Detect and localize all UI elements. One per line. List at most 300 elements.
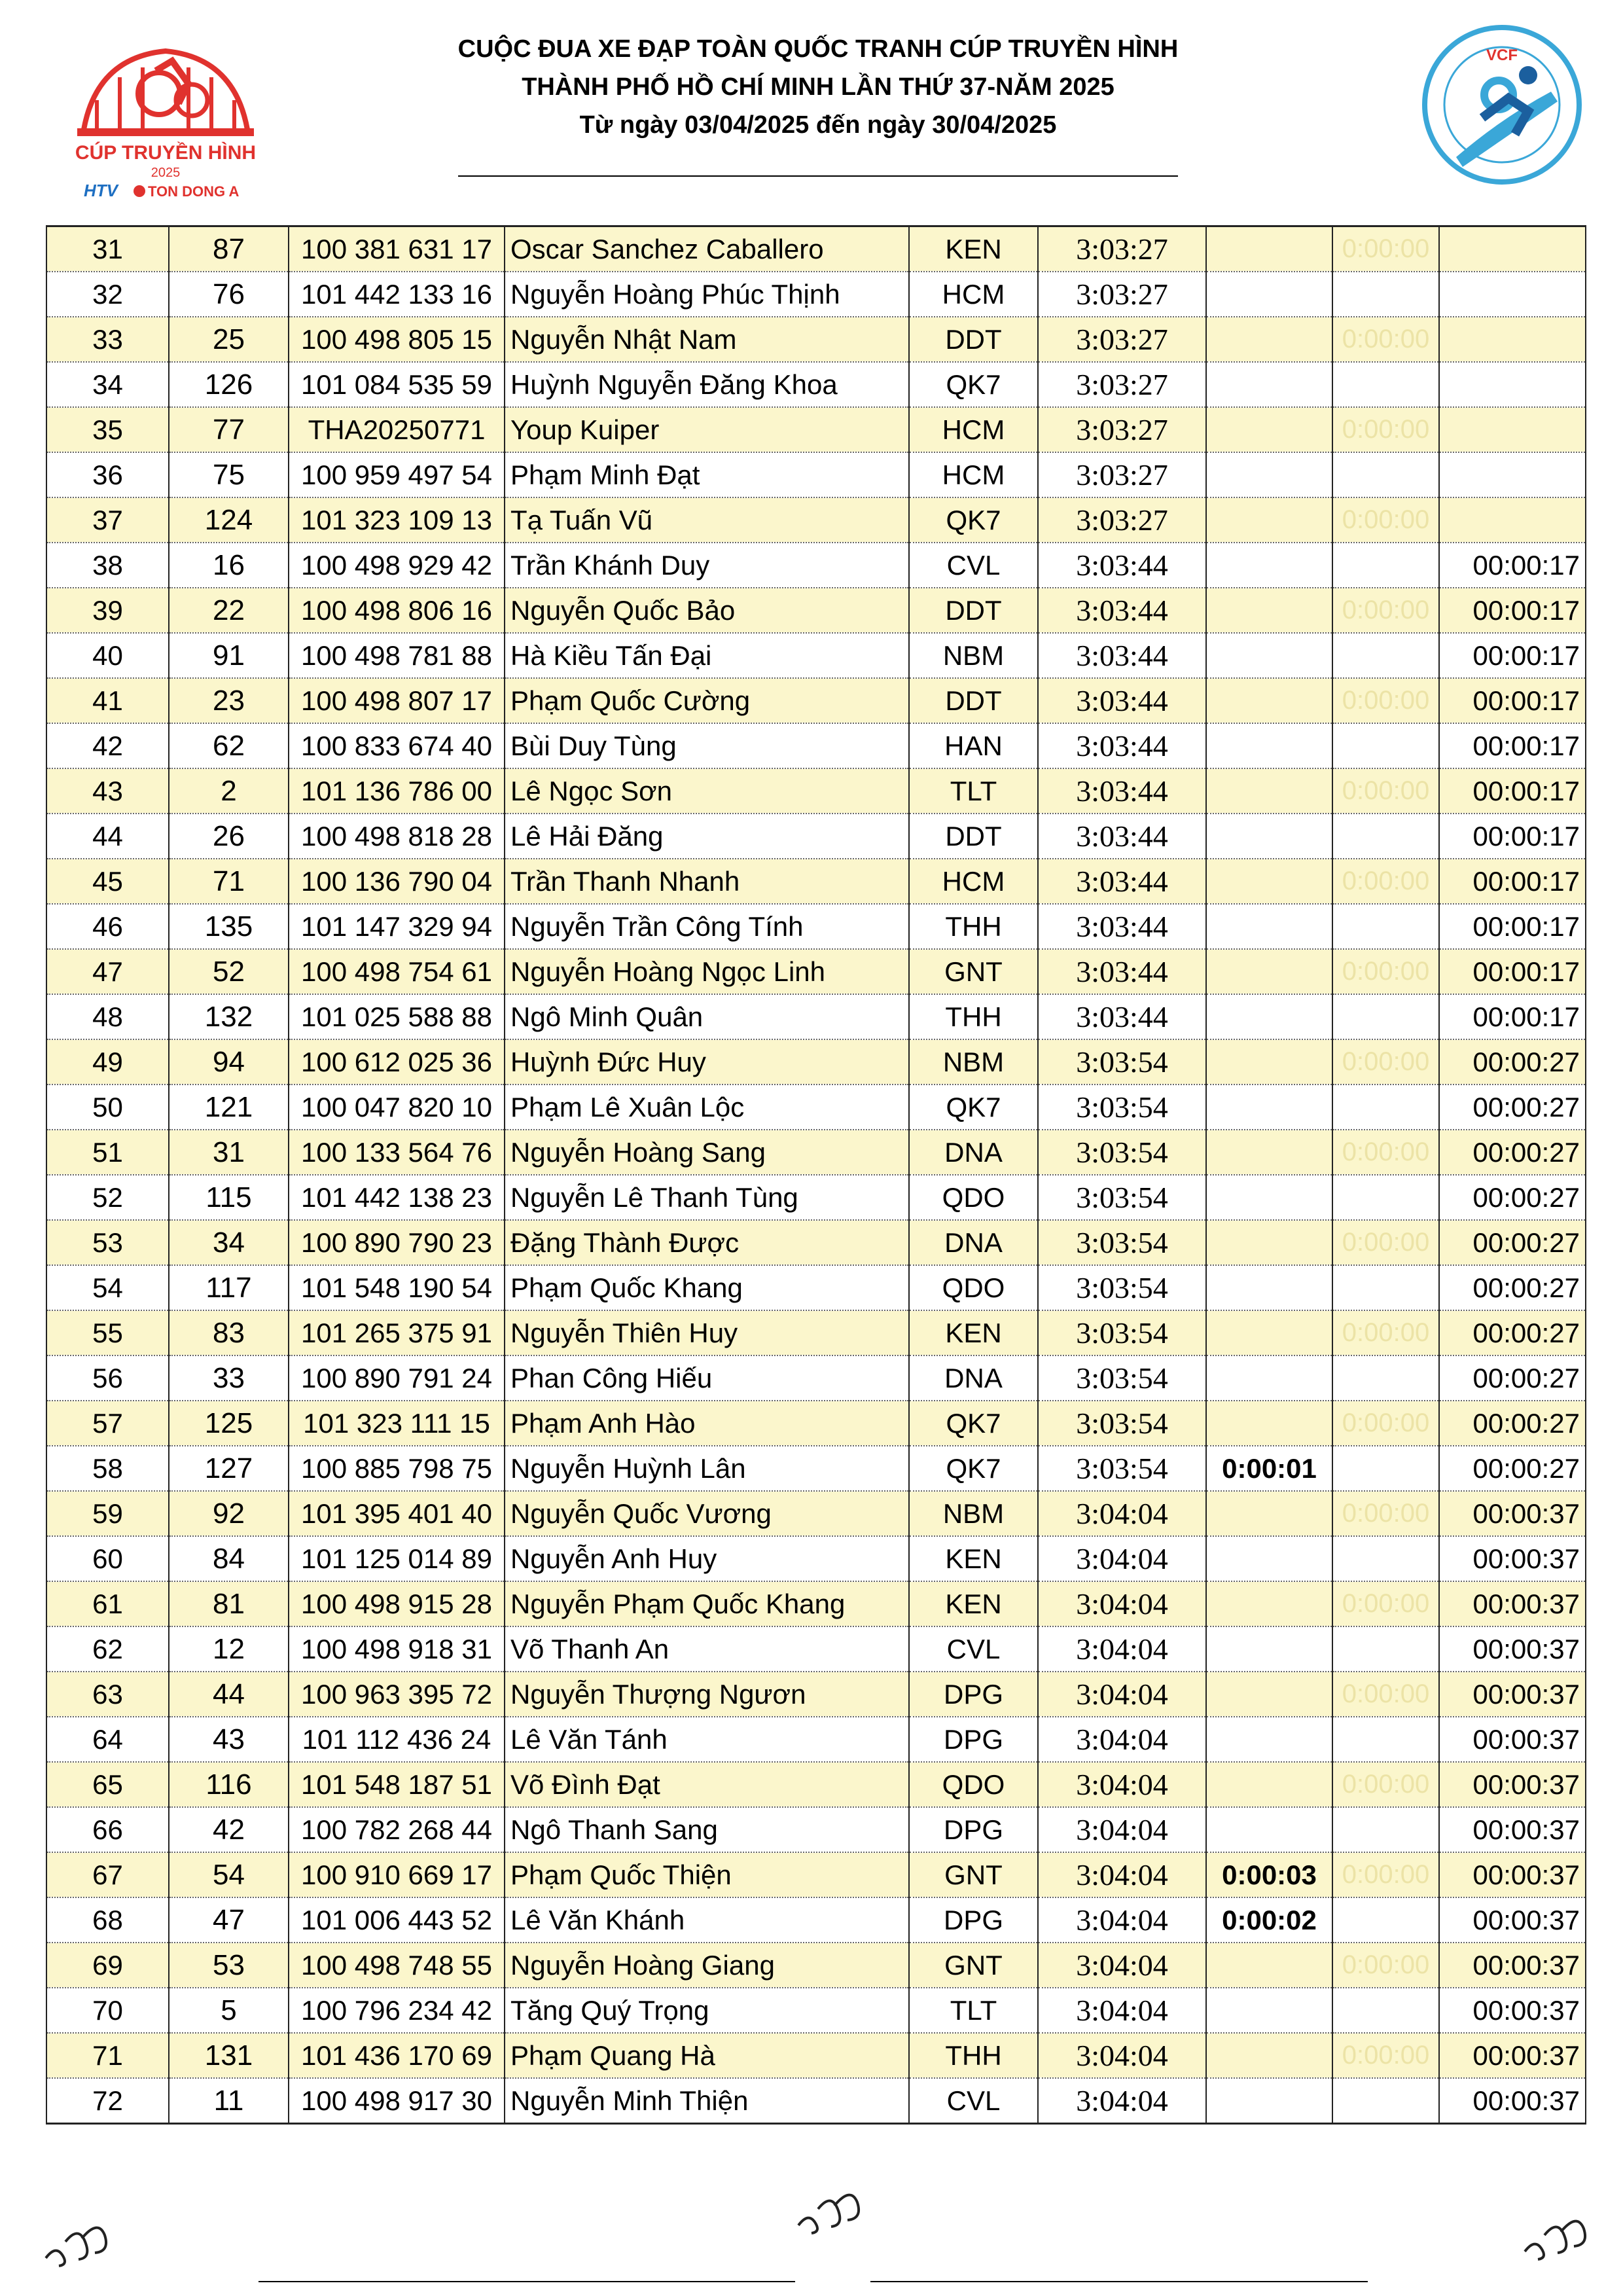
rider-name-cell: Phạm Quốc Khang (505, 1265, 909, 1310)
table-row (46, 1897, 1586, 1943)
penalty-cell (1332, 362, 1439, 407)
uci-id-cell: 100 498 929 42 (289, 543, 505, 588)
gap-cell: 00:00:27 (1439, 1175, 1586, 1220)
penalty-cell (1332, 814, 1439, 859)
bonus-cell (1206, 1310, 1332, 1355)
table-row (46, 1581, 1586, 1626)
rider-name-cell: Nguyễn Minh Thiện (505, 2078, 909, 2124)
gap-cell (1439, 317, 1586, 362)
rider-name-cell: Đặng Thành Được (505, 1220, 909, 1265)
table-row (46, 1039, 1586, 1085)
rank-cell: 69 (46, 1943, 169, 1988)
rank-cell: 33 (46, 317, 169, 362)
bonus-cell (1206, 1220, 1332, 1265)
team-cell: THH (909, 2033, 1038, 2078)
penalty-cell (1332, 723, 1439, 768)
bonus-cell (1206, 588, 1332, 633)
team-cell: QDO (909, 1175, 1038, 1220)
table-row (46, 814, 1586, 859)
team-cell: KEN (909, 1310, 1038, 1355)
gap-cell: 00:00:17 (1439, 904, 1586, 949)
rider-name-cell: Nguyễn Hoàng Phúc Thịnh (505, 272, 909, 317)
penalty-cell (1332, 904, 1439, 949)
time-cell: 3:03:54 (1038, 1085, 1206, 1130)
uci-id-cell: 100 498 806 16 (289, 588, 505, 633)
rank-cell: 71 (46, 2033, 169, 2078)
time-cell: 3:03:54 (1038, 1265, 1206, 1310)
bonus-cell (1206, 1175, 1332, 1220)
rider-name-cell: Phạm Anh Hào (505, 1401, 909, 1446)
time-cell: 3:04:04 (1038, 1491, 1206, 1536)
team-cell: CVL (909, 2078, 1038, 2124)
bib-cell: 23 (169, 678, 289, 723)
time-cell: 3:03:27 (1038, 362, 1206, 407)
table-row (46, 1717, 1586, 1762)
team-cell: DPG (909, 1717, 1038, 1762)
rider-name-cell: Phạm Lê Xuân Lộc (505, 1085, 909, 1130)
rank-cell: 51 (46, 1130, 169, 1175)
bonus-cell (1206, 272, 1332, 317)
time-cell: 3:03:27 (1038, 317, 1206, 362)
rank-cell: 45 (46, 859, 169, 904)
bonus-cell (1206, 1491, 1332, 1536)
table-row (46, 1401, 1586, 1446)
uci-id-cell: 100 498 917 30 (289, 2078, 505, 2124)
bib-cell: 94 (169, 1039, 289, 1085)
table-row (46, 407, 1586, 452)
gap-cell (1439, 497, 1586, 543)
table-row (46, 1672, 1586, 1717)
bib-cell: 131 (169, 2033, 289, 2078)
penalty-cell (1332, 1265, 1439, 1310)
bonus-cell (1206, 1943, 1332, 1988)
rider-name-cell: Lê Hải Đăng (505, 814, 909, 859)
penalty-cell: 0:00:00 (1332, 1762, 1439, 1807)
rider-name-cell: Lê Văn Tánh (505, 1717, 909, 1762)
gap-cell: 00:00:37 (1439, 2078, 1586, 2124)
rank-cell: 52 (46, 1175, 169, 1220)
rider-name-cell: Tăng Quý Trọng (505, 1988, 909, 2033)
bonus-cell (1206, 1717, 1332, 1762)
uci-id-cell: 100 890 790 23 (289, 1220, 505, 1265)
gap-cell: 00:00:17 (1439, 859, 1586, 904)
bib-cell: 83 (169, 1310, 289, 1355)
cup-truyen-hinh-logo (58, 31, 274, 202)
uci-id-cell: 100 963 395 72 (289, 1672, 505, 1717)
uci-id-cell: 101 084 535 59 (289, 362, 505, 407)
team-cell: HCM (909, 272, 1038, 317)
uci-id-cell: 100 910 669 17 (289, 1852, 505, 1897)
bonus-cell (1206, 1762, 1332, 1807)
results-body (46, 226, 1586, 2124)
rank-cell: 62 (46, 1626, 169, 1672)
uci-id-cell: 101 436 170 69 (289, 2033, 505, 2078)
signature-mark-left (39, 2212, 111, 2271)
rider-name-cell: Lê Văn Khánh (505, 1897, 909, 1943)
date-line: Từ ngày 03/04/2025 đến ngày 30/04/2025 (579, 111, 1057, 139)
bib-cell: 42 (169, 1807, 289, 1852)
penalty-cell (1332, 1085, 1439, 1130)
team-cell: TLT (909, 768, 1038, 814)
team-cell: DDT (909, 678, 1038, 723)
team-cell: QK7 (909, 1446, 1038, 1491)
rank-cell: 46 (46, 904, 169, 949)
table-row (46, 723, 1586, 768)
bonus-cell (1206, 1355, 1332, 1401)
bonus-cell (1206, 543, 1332, 588)
bib-cell: 126 (169, 362, 289, 407)
bonus-cell: 0:00:02 (1206, 1897, 1332, 1943)
rank-cell: 64 (46, 1717, 169, 1762)
rider-name-cell: Lê Ngọc Sơn (505, 768, 909, 814)
table-row (46, 1852, 1586, 1897)
bib-cell: 47 (169, 1897, 289, 1943)
bib-cell: 125 (169, 1401, 289, 1446)
uci-id-cell: 100 498 748 55 (289, 1943, 505, 1988)
time-cell: 3:03:27 (1038, 407, 1206, 452)
bib-cell: 132 (169, 994, 289, 1039)
bib-cell: 2 (169, 768, 289, 814)
time-cell: 3:03:54 (1038, 1175, 1206, 1220)
bib-cell: 115 (169, 1175, 289, 1220)
team-cell: NBM (909, 633, 1038, 678)
uci-id-cell: 101 323 109 13 (289, 497, 505, 543)
bib-cell: 31 (169, 1130, 289, 1175)
rider-name-cell: Nguyễn Anh Huy (505, 1536, 909, 1581)
rider-name-cell: Nguyễn Quốc Vương (505, 1491, 909, 1536)
bib-cell: 117 (169, 1265, 289, 1310)
penalty-cell: 0:00:00 (1332, 1491, 1439, 1536)
bonus-cell (1206, 1085, 1332, 1130)
team-cell: HCM (909, 859, 1038, 904)
team-cell: DNA (909, 1220, 1038, 1265)
bonus-cell (1206, 1265, 1332, 1310)
bib-cell: 75 (169, 452, 289, 497)
bonus-cell (1206, 1672, 1332, 1717)
bib-cell: 92 (169, 1491, 289, 1536)
penalty-cell: 0:00:00 (1332, 497, 1439, 543)
bonus-cell (1206, 317, 1332, 362)
penalty-cell: 0:00:00 (1332, 1672, 1439, 1717)
rider-name-cell: Nguyễn Thượng Ngươn (505, 1672, 909, 1717)
bib-cell: 11 (169, 2078, 289, 2124)
rank-cell: 32 (46, 272, 169, 317)
rank-cell: 31 (46, 226, 169, 272)
penalty-cell: 0:00:00 (1332, 1039, 1439, 1085)
time-cell: 3:03:44 (1038, 814, 1206, 859)
team-cell: DPG (909, 1807, 1038, 1852)
table-row (46, 1807, 1586, 1852)
rank-cell: 70 (46, 1988, 169, 2033)
penalty-cell (1332, 1355, 1439, 1401)
bib-cell: 76 (169, 272, 289, 317)
table-row (46, 904, 1586, 949)
penalty-cell: 0:00:00 (1332, 1220, 1439, 1265)
rider-name-cell: Huỳnh Nguyễn Đăng Khoa (505, 362, 909, 407)
gap-cell: 00:00:27 (1439, 1130, 1586, 1175)
time-cell: 3:04:04 (1038, 1581, 1206, 1626)
time-cell: 3:04:04 (1038, 1762, 1206, 1807)
penalty-cell (1332, 2078, 1439, 2124)
uci-id-cell: 100 885 798 75 (289, 1446, 505, 1491)
penalty-cell (1332, 452, 1439, 497)
gap-cell (1439, 407, 1586, 452)
rider-name-cell: Võ Đình Đạt (505, 1762, 909, 1807)
bonus-cell (1206, 994, 1332, 1039)
rider-name-cell: Nguyễn Quốc Bảo (505, 588, 909, 633)
penalty-cell (1332, 1897, 1439, 1943)
bonus-cell (1206, 1130, 1332, 1175)
table-row (46, 1446, 1586, 1491)
uci-id-cell: 100 133 564 76 (289, 1130, 505, 1175)
gap-cell: 00:00:37 (1439, 1762, 1586, 1807)
rank-cell: 60 (46, 1536, 169, 1581)
rider-name-cell: Phạm Minh Đạt (505, 452, 909, 497)
gap-cell: 00:00:17 (1439, 588, 1586, 633)
team-cell: KEN (909, 1581, 1038, 1626)
penalty-cell: 0:00:00 (1332, 2033, 1439, 2078)
uci-id-cell: 100 612 025 36 (289, 1039, 505, 1085)
time-cell: 3:04:04 (1038, 1717, 1206, 1762)
bonus-cell (1206, 1401, 1332, 1446)
rider-name-cell: Nguyễn Huỳnh Lân (505, 1446, 909, 1491)
bib-cell: 127 (169, 1446, 289, 1491)
bonus-cell (1206, 859, 1332, 904)
uci-id-cell: 100 498 915 28 (289, 1581, 505, 1626)
rider-name-cell: Nguyễn Nhật Nam (505, 317, 909, 362)
team-cell: DPG (909, 1672, 1038, 1717)
bib-cell: 124 (169, 497, 289, 543)
table-row (46, 226, 1586, 272)
bonus-cell (1206, 1581, 1332, 1626)
gap-cell: 00:00:37 (1439, 1943, 1586, 1988)
gap-cell (1439, 452, 1586, 497)
table-row (46, 1265, 1586, 1310)
team-cell: HCM (909, 407, 1038, 452)
rank-cell: 66 (46, 1807, 169, 1852)
bonus-cell (1206, 362, 1332, 407)
svg-text:CÚP TRUYỀN HÌNH: CÚP TRUYỀN HÌNH (75, 142, 257, 164)
team-cell: THH (909, 994, 1038, 1039)
gap-cell (1439, 362, 1586, 407)
team-cell: GNT (909, 1943, 1038, 1988)
uci-id-cell: 101 548 190 54 (289, 1265, 505, 1310)
gap-cell: 00:00:27 (1439, 1265, 1586, 1310)
uci-id-cell: 101 395 401 40 (289, 1491, 505, 1536)
svg-text:TON DONG A: TON DONG A (148, 183, 240, 200)
team-cell: GNT (909, 949, 1038, 994)
time-cell: 3:03:44 (1038, 904, 1206, 949)
bonus-cell (1206, 226, 1332, 272)
bib-cell: 16 (169, 543, 289, 588)
penalty-cell: 0:00:00 (1332, 407, 1439, 452)
gap-cell: 00:00:37 (1439, 2033, 1586, 2078)
table-row (46, 1355, 1586, 1401)
bib-cell: 91 (169, 633, 289, 678)
bonus-cell (1206, 2033, 1332, 2078)
time-cell: 3:04:04 (1038, 1672, 1206, 1717)
rank-cell: 39 (46, 588, 169, 633)
penalty-cell (1332, 1175, 1439, 1220)
time-cell: 3:03:54 (1038, 1039, 1206, 1085)
gap-cell: 00:00:37 (1439, 1717, 1586, 1762)
rank-cell: 42 (46, 723, 169, 768)
gap-cell (1439, 272, 1586, 317)
team-cell: KEN (909, 1536, 1038, 1581)
gap-cell: 00:00:37 (1439, 1581, 1586, 1626)
table-row (46, 2078, 1586, 2124)
penalty-cell: 0:00:00 (1332, 1310, 1439, 1355)
time-cell: 3:03:27 (1038, 497, 1206, 543)
uci-id-cell: 101 548 187 51 (289, 1762, 505, 1807)
uci-id-cell: THA20250771 (289, 407, 505, 452)
signature-mark-right (1518, 2206, 1590, 2265)
team-cell: HCM (909, 452, 1038, 497)
bib-cell: 5 (169, 1988, 289, 2033)
team-cell: QDO (909, 1265, 1038, 1310)
uci-id-cell: 100 136 790 04 (289, 859, 505, 904)
rider-name-cell: Ngô Minh Quân (505, 994, 909, 1039)
gap-cell: 00:00:27 (1439, 1401, 1586, 1446)
team-cell: DPG (909, 1897, 1038, 1943)
signature-line-right (870, 2281, 1368, 2282)
bib-cell: 71 (169, 859, 289, 904)
table-row (46, 317, 1586, 362)
rider-name-cell: Nguyễn Trần Công Tính (505, 904, 909, 949)
bonus-cell: 0:00:03 (1206, 1852, 1332, 1897)
rank-cell: 50 (46, 1085, 169, 1130)
bib-cell: 87 (169, 226, 289, 272)
penalty-cell (1332, 633, 1439, 678)
time-cell: 3:03:54 (1038, 1220, 1206, 1265)
team-cell: CVL (909, 543, 1038, 588)
gap-cell: 00:00:17 (1439, 633, 1586, 678)
gap-cell: 00:00:37 (1439, 1536, 1586, 1581)
uci-id-cell: 100 498 807 17 (289, 678, 505, 723)
uci-id-cell: 101 442 133 16 (289, 272, 505, 317)
time-cell: 3:03:44 (1038, 678, 1206, 723)
signature-line-left (259, 2281, 795, 2282)
bonus-cell (1206, 452, 1332, 497)
table-row (46, 1175, 1586, 1220)
table-row (46, 1762, 1586, 1807)
uci-id-cell: 101 323 111 15 (289, 1401, 505, 1446)
bonus-cell (1206, 949, 1332, 994)
document-title (393, 30, 1243, 144)
rider-name-cell: Trần Thanh Nhanh (505, 859, 909, 904)
team-cell: DDT (909, 588, 1038, 633)
rider-name-cell: Trần Khánh Duy (505, 543, 909, 588)
bib-cell: 22 (169, 588, 289, 633)
time-cell: 3:03:27 (1038, 272, 1206, 317)
table-row (46, 859, 1586, 904)
rank-cell: 43 (46, 768, 169, 814)
gap-cell: 00:00:27 (1439, 1446, 1586, 1491)
uci-id-cell: 100 498 805 15 (289, 317, 505, 362)
gap-cell: 00:00:27 (1439, 1310, 1586, 1355)
svg-text:HTV: HTV (84, 181, 118, 200)
table-row (46, 994, 1586, 1039)
time-cell: 3:03:27 (1038, 226, 1206, 272)
gap-cell: 00:00:17 (1439, 678, 1586, 723)
gap-cell: 00:00:27 (1439, 1039, 1586, 1085)
rank-cell: 54 (46, 1265, 169, 1310)
signature-mark-center (792, 2179, 864, 2238)
time-cell: 3:03:44 (1038, 543, 1206, 588)
rank-cell: 63 (46, 1672, 169, 1717)
penalty-cell: 0:00:00 (1332, 859, 1439, 904)
bib-cell: 81 (169, 1581, 289, 1626)
time-cell: 3:03:44 (1038, 859, 1206, 904)
table-row (46, 1310, 1586, 1355)
bib-cell: 116 (169, 1762, 289, 1807)
table-row (46, 362, 1586, 407)
team-cell: QK7 (909, 362, 1038, 407)
rank-cell: 40 (46, 633, 169, 678)
bonus-cell (1206, 1988, 1332, 2033)
table-row (46, 1085, 1586, 1130)
table-row (46, 768, 1586, 814)
bib-cell: 77 (169, 407, 289, 452)
uci-id-cell: 100 890 791 24 (289, 1355, 505, 1401)
time-cell: 3:04:04 (1038, 2078, 1206, 2124)
team-cell: DNA (909, 1355, 1038, 1401)
rank-cell: 38 (46, 543, 169, 588)
gap-cell: 00:00:37 (1439, 1852, 1586, 1897)
uci-id-cell: 101 147 329 94 (289, 904, 505, 949)
rank-cell: 41 (46, 678, 169, 723)
uci-id-cell: 100 833 674 40 (289, 723, 505, 768)
team-cell: QK7 (909, 1401, 1038, 1446)
vcf-logo (1417, 20, 1587, 190)
team-cell: NBM (909, 1039, 1038, 1085)
rider-name-cell: Ngô Thanh Sang (505, 1807, 909, 1852)
bonus-cell (1206, 2078, 1332, 2124)
rank-cell: 56 (46, 1355, 169, 1401)
uci-id-cell: 101 025 588 88 (289, 994, 505, 1039)
time-cell: 3:04:04 (1038, 1807, 1206, 1852)
bib-cell: 52 (169, 949, 289, 994)
rank-cell: 58 (46, 1446, 169, 1491)
gap-cell: 00:00:17 (1439, 723, 1586, 768)
bonus-cell (1206, 1536, 1332, 1581)
rider-name-cell: Phạm Quang Hà (505, 2033, 909, 2078)
penalty-cell (1332, 1626, 1439, 1672)
table-row (46, 452, 1586, 497)
bib-cell: 121 (169, 1085, 289, 1130)
team-cell: HAN (909, 723, 1038, 768)
penalty-cell: 0:00:00 (1332, 1581, 1439, 1626)
time-cell: 3:03:54 (1038, 1310, 1206, 1355)
gap-cell: 00:00:27 (1439, 1085, 1586, 1130)
bib-cell: 62 (169, 723, 289, 768)
bonus-cell (1206, 814, 1332, 859)
rider-name-cell: Nguyễn Lê Thanh Tùng (505, 1175, 909, 1220)
gap-cell: 00:00:37 (1439, 1672, 1586, 1717)
bib-cell: 84 (169, 1536, 289, 1581)
uci-id-cell: 101 125 014 89 (289, 1536, 505, 1581)
table-row (46, 588, 1586, 633)
penalty-cell: 0:00:00 (1332, 588, 1439, 633)
team-cell: DDT (909, 317, 1038, 362)
penalty-cell: 0:00:00 (1332, 317, 1439, 362)
gap-cell: 00:00:17 (1439, 543, 1586, 588)
gap-cell: 00:00:17 (1439, 949, 1586, 994)
rank-cell: 65 (46, 1762, 169, 1807)
team-cell: THH (909, 904, 1038, 949)
rank-cell: 55 (46, 1310, 169, 1355)
uci-id-cell: 100 498 918 31 (289, 1626, 505, 1672)
